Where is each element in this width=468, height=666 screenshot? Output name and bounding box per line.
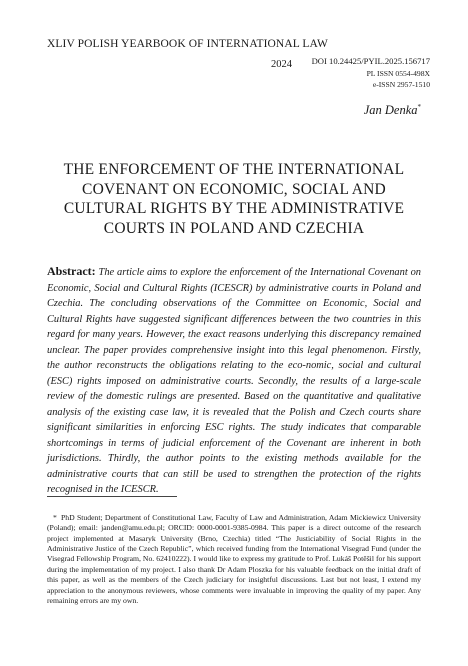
footnote-divider	[47, 496, 177, 497]
pl-issn: PL ISSN 0554-498X	[366, 68, 430, 78]
doi: DOI 10.24425/PYIL.2025.156717	[311, 56, 430, 66]
identifiers-block	[312, 56, 430, 91]
footnote-marker: *	[53, 512, 57, 522]
author-name: Jan Denka	[363, 103, 418, 118]
footnote	[47, 513, 421, 607]
journal-name: XLIV POLISH YEARBOOK OF INTERNATIONAL LAW	[47, 38, 328, 50]
abstract-label: Abstract:	[47, 264, 96, 279]
abstract	[47, 264, 421, 498]
footnote-text: PhD Student; Department of Constitutional Law, Faculty of Law and Administration, Adam Mickiewicz University (Poland); email: janden@amu.edu.pl; ORCID: 0000-0001-9385-0984. This paper is a direct outcome of the research project implemented at Masaryk University (Brno, Czechia) titled “The Justiciability of Social Rights in the Administrative Justice of the Czech Republic”, which received funding from the International Visegrad Fund (under the Visegrad Fellowship Program, No. 62410222). I would like to express my gratitude to Prof. Lukáš Potěšil for his support during the implementation of my project. I also thank Dr Adam Ploszka for his valuable feedback on the initial draft of this paper, as well as the members of the Czech judiciary for insightful discussions. Last but not least, I extend my appreciation to the anonymous reviewers, whose comments were invaluable in improving the quality of my paper. Any remaining errors are my own.	[47, 512, 421, 605]
publication-year: 2024	[271, 59, 292, 70]
author-line	[364, 103, 421, 118]
e-issn: e-ISSN 2957-1510	[372, 80, 430, 90]
author-footnote-marker: *	[417, 103, 421, 111]
abstract-text: The article aims to explore the enforcement of the International Covenant on Economic, Social and Cultural Rights (ICESCR) by administrative courts in Poland and Czechia. The concluding observations of the Committee on Economic, Social and Cultural Rights have suggested significant differences between the two countries in this regard for many years. However, the exact reasons underlying this discrepancy remained unclear. The paper provides comprehensive insight into this legal phenomenon. Firstly, the author reconstructs the obligations relating to the eco-nomic, social and cultural (ESC) rights imposed on administrative courts. Secondly, the results of a large-scale review of the domestic rulings are presented. Based on the quantitative and qualitative analysis of the existing case law, it is revealed that the Polish and Czech courts share significant similarities in enforcing ESC rights. The study indicates that comparable shortcomings in terms of judicial enforcement of the Covenant are inherent in both jurisdictions. Thirdly, the author points to the existing methods available for the administrative courts that can still be used to strengthen the protection of the rights recognised in the ICESCR.	[47, 267, 421, 496]
article-title: THE ENFORCEMENT OF THE INTERNATIONAL COVENANT ON ECONOMIC, SOCIAL AND CULTURAL RIGHTS BY THE ADMINISTRATIVE COURTS IN POLAND AND CZECHIA	[63, 161, 405, 237]
